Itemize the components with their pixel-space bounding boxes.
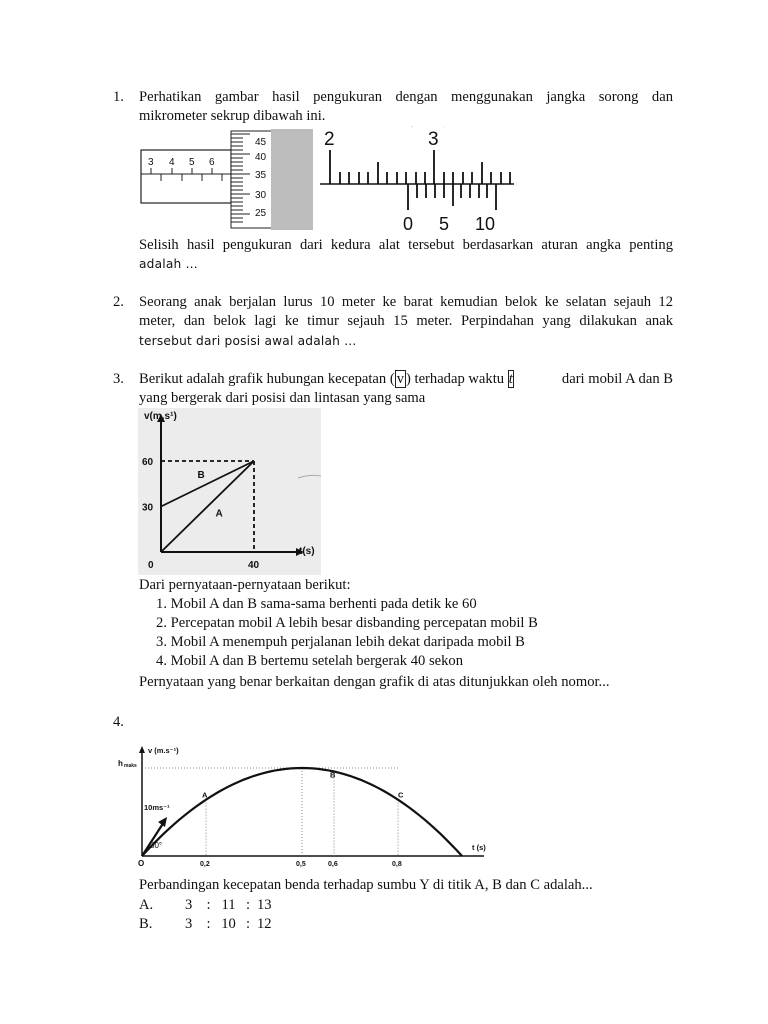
angle-label: 30° bbox=[150, 841, 163, 850]
q1-answer-line1: Selisih hasil pengukuran dari kedura alat tersebut berdasarkan aturan angka penting bbox=[139, 237, 673, 253]
vernier-sub-ticks bbox=[408, 184, 496, 210]
q1-number: 1. bbox=[113, 89, 124, 105]
point-label-A: A bbox=[202, 790, 208, 800]
ratio-colon: : bbox=[206, 897, 211, 913]
q2-text-line3: tersebut dari posisi awal adalah … bbox=[139, 334, 357, 348]
vernier-main-label: 3 bbox=[428, 129, 439, 150]
ratio-c: 12 bbox=[257, 916, 272, 932]
ratio-b: 10 bbox=[221, 916, 236, 932]
point-label-C: C bbox=[398, 790, 404, 800]
vernier-caliper-figure bbox=[318, 124, 514, 234]
q3-question: Pernyataan yang benar berkaitan dengan grafik di atas ditunjukkan oleh nomor... bbox=[139, 674, 610, 690]
thimble-label: 35 bbox=[255, 170, 267, 181]
sleeve-label: 5 bbox=[189, 157, 195, 168]
y-tick-label: 60 bbox=[142, 457, 154, 468]
thimble-label: 40 bbox=[255, 152, 267, 163]
q1-answer-line2: adalah … bbox=[139, 257, 198, 271]
x-tick-label: 0,8 bbox=[392, 861, 402, 868]
q1-text-line1: Perhatikan gambar hasil pengukuran dengan menggunakan jangka sorong dan bbox=[139, 89, 673, 105]
q3-statements-intro: Dari pernyataan-pernyataan berikut: bbox=[139, 577, 351, 593]
ratio-colon: : bbox=[245, 897, 251, 913]
q3-text-part1: Berikut adalah grafik hubungan kecepatan ( v ) terhadap waktu t bbox=[139, 371, 513, 387]
q3-vt-chart bbox=[138, 408, 321, 575]
hmaks-label-sub: maks bbox=[124, 763, 137, 769]
q4-question: Perbandingan kecepatan benda terhadap sumbu Y di titik A, B dan C adalah... bbox=[139, 877, 593, 893]
vernier-scale-label: 5 bbox=[439, 214, 450, 234]
q3-statement: 1. Mobil A dan B sama-sama berhenti pada detik ke 60 bbox=[156, 596, 477, 612]
x-tick-label: 40 bbox=[248, 560, 260, 571]
origin-label: O bbox=[138, 859, 145, 868]
thimble-label: 45 bbox=[255, 137, 267, 148]
micrometer-sleeve bbox=[141, 150, 231, 203]
q4-trajectory-chart bbox=[114, 742, 498, 870]
micrometer-figure bbox=[138, 128, 316, 232]
ratio-a: 3 bbox=[185, 897, 193, 913]
sleeve-label: 4 bbox=[169, 157, 175, 168]
x-tick-label: 0,5 bbox=[296, 861, 306, 868]
q2-text-line2: meter, dan belok lagi ke timur sejauh 15 meter. Perpindahan yang dilakukan anak bbox=[139, 313, 673, 329]
x-tick-label: 0,6 bbox=[328, 861, 338, 868]
thimble-label: 25 bbox=[255, 208, 267, 219]
x-axis-label: t (s) bbox=[472, 843, 486, 852]
t-symbol-box: t bbox=[508, 371, 513, 387]
thimble-label: 30 bbox=[255, 190, 267, 201]
ratio-b: 11 bbox=[221, 897, 236, 913]
scan-artifact bbox=[298, 475, 321, 478]
initial-speed-label: 10ms⁻¹ bbox=[144, 803, 170, 812]
ratio-c: 13 bbox=[257, 897, 272, 913]
y-axis-arrow bbox=[139, 746, 145, 753]
ratio-colon: : bbox=[245, 916, 251, 932]
trajectory-curve bbox=[142, 768, 462, 856]
option-letter: B. bbox=[139, 916, 153, 932]
q1-text-line2: mikrometer sekrup dibawah ini. bbox=[139, 108, 326, 124]
ratio-colon: : bbox=[206, 916, 211, 932]
series-line-A bbox=[161, 461, 254, 552]
sleeve-label: 6 bbox=[209, 157, 215, 168]
q3-text-part2: dari mobil A dan B bbox=[561, 371, 673, 387]
q3-number: 3. bbox=[113, 371, 124, 387]
x-axis-label: t(s) bbox=[299, 546, 315, 557]
ratio-a: 3 bbox=[185, 916, 193, 932]
q4-number: 4. bbox=[113, 714, 124, 730]
series-label-A: A bbox=[215, 508, 223, 520]
point-label-B: B bbox=[330, 770, 336, 780]
x-tick-label: 0,2 bbox=[200, 861, 210, 868]
y-axis-label: v(m.s¹) bbox=[144, 411, 177, 422]
hmaks-label: h bbox=[118, 759, 123, 768]
vernier-main-ticks bbox=[330, 150, 510, 184]
vernier-scan-mark: ˙ bbox=[444, 127, 446, 133]
y-tick-label: 30 bbox=[142, 502, 154, 514]
vernier-scale-label: 10 bbox=[475, 214, 496, 234]
vernier-scan-mark: ´ bbox=[411, 127, 413, 133]
v-symbol-box: v bbox=[396, 371, 404, 387]
origin-label: 0 bbox=[148, 560, 154, 571]
thimble-barrel bbox=[271, 129, 313, 230]
vernier-scale-label: 0 bbox=[403, 214, 414, 234]
q4-option-a bbox=[139, 896, 272, 915]
series-line-B bbox=[161, 461, 254, 507]
q3-text-line1 bbox=[139, 370, 673, 389]
initial-velocity-vector bbox=[142, 822, 164, 856]
q3-statement: 3. Mobil A menempuh perjalanan lebih dekat daripada mobil B bbox=[156, 634, 525, 650]
sleeve-label: 3 bbox=[148, 157, 154, 168]
q2-number: 2. bbox=[113, 294, 124, 310]
series-label-B: B bbox=[197, 469, 205, 481]
vernier-main-label: 2 bbox=[324, 129, 335, 150]
q3-statement: 4. Mobil A dan B bertemu setelah bergerak 40 sekon bbox=[156, 653, 464, 669]
q3-text-line2: yang bergerak dari posisi dan lintasan yang sama bbox=[139, 390, 426, 406]
y-axis-label: v (m.s⁻¹) bbox=[148, 746, 179, 755]
q2-text-line1: Seorang anak berjalan lurus 10 meter ke barat kemudian belok ke selatan sejauh 12 bbox=[139, 294, 673, 310]
option-letter: A. bbox=[139, 897, 154, 913]
q3-statement-list bbox=[139, 595, 538, 671]
q3-statement: 2. Percepatan mobil A lebih besar disbanding percepatan mobil B bbox=[156, 615, 538, 631]
q4-option-b bbox=[139, 915, 272, 934]
